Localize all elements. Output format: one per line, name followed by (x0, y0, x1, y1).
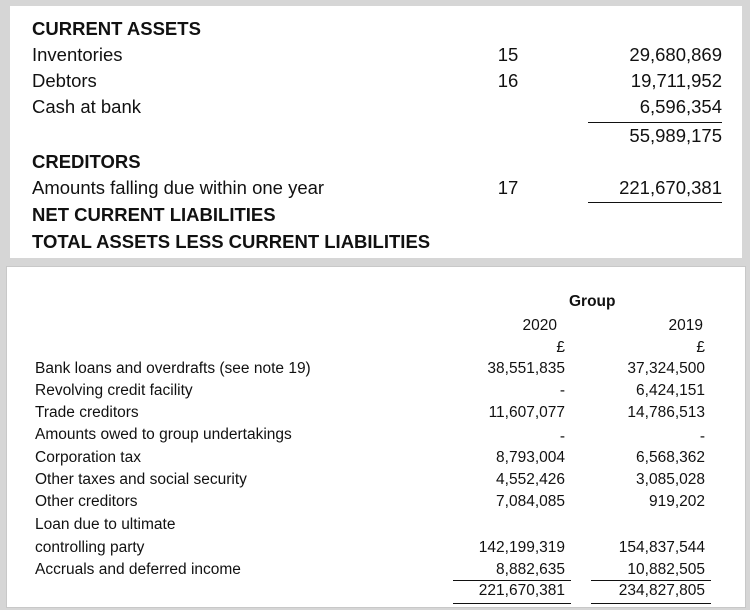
subtotal-rule (588, 122, 722, 123)
creditors-heading: CREDITORS (32, 151, 141, 172)
col-header-2020: 2020 (522, 317, 557, 334)
table-row-label: Loan due to ultimate (35, 516, 176, 533)
table-row-2020: - (559, 382, 565, 399)
group-label: Group (569, 293, 616, 310)
row-note: 16 (497, 70, 519, 91)
table-row-2020: 7,084,085 (496, 493, 565, 510)
table-row-2020: - (559, 428, 565, 445)
row-amount: 19,711,952 (630, 70, 722, 91)
table-row-2019: 3,085,028 (636, 471, 705, 488)
creditors-amount: 221,670,381 (619, 177, 722, 198)
table-row-2020: 142,199,319 (478, 539, 565, 556)
row-amount: 6,596,354 (639, 96, 722, 117)
table-row-label: Corporation tax (35, 449, 141, 466)
table-row-2020: 8,882,635 (496, 561, 565, 578)
net-current-liabilities: NET CURRENT LIABILITIES (32, 204, 276, 225)
total-2019: 234,827,805 (618, 582, 705, 599)
total-rule-2019 (591, 580, 711, 581)
row-label: Inventories (32, 44, 123, 65)
table-row-2019: 14,786,513 (627, 404, 705, 421)
table-row-2019: 10,882,505 (627, 561, 705, 578)
current-assets-panel (10, 6, 742, 258)
row-label: Amounts falling due within one year (32, 177, 325, 198)
total-2020: 221,670,381 (478, 582, 565, 599)
table-row-2020: 11,607,077 (488, 404, 565, 421)
creditors-breakdown-panel (6, 266, 746, 608)
row-amount: 29,680,869 (629, 44, 722, 65)
table-row-label: controlling party (35, 539, 145, 556)
table-row-2019: 6,424,151 (636, 382, 705, 399)
table-row-label: Amounts owed to group undertakings (35, 426, 292, 443)
double-rule-2020 (453, 603, 571, 604)
table-row-2019: - (699, 428, 705, 445)
col-header-2019: 2019 (668, 317, 703, 334)
table-row-2019: 37,324,500 (627, 360, 705, 377)
row-label: Debtors (32, 70, 97, 91)
table-row-label: Accruals and deferred income (35, 561, 241, 578)
total-rule-2020 (453, 580, 571, 581)
row-note: 17 (497, 177, 519, 198)
table-row-2020: 8,793,004 (496, 449, 565, 466)
table-row-2020: 4,552,426 (496, 471, 565, 488)
table-row-label: Other taxes and social security (35, 471, 247, 488)
table-row-label: Revolving credit facility (35, 382, 193, 399)
total-assets-less-current-liabilities: TOTAL ASSETS LESS CURRENT LIABILITIES (32, 231, 431, 252)
current-assets-heading: CURRENT ASSETS (32, 18, 201, 39)
table-row-2019: 154,837,544 (618, 539, 705, 556)
table-row-label: Trade creditors (35, 404, 139, 421)
current-assets-total: 55,989,175 (629, 125, 722, 146)
creditors-rule (588, 202, 722, 203)
table-row-2019: 6,568,362 (636, 449, 705, 466)
table-row-2019: 919,202 (648, 493, 705, 510)
row-note: 15 (497, 44, 519, 65)
table-row-2020: 38,551,835 (487, 360, 565, 377)
row-label: Cash at bank (32, 96, 142, 117)
currency-2020: £ (556, 339, 565, 356)
currency-2019: £ (696, 339, 705, 356)
table-row-label: Other creditors (35, 493, 138, 510)
table-row-label: Bank loans and overdrafts (see note 19) (35, 360, 311, 377)
double-rule-2019 (591, 603, 711, 604)
